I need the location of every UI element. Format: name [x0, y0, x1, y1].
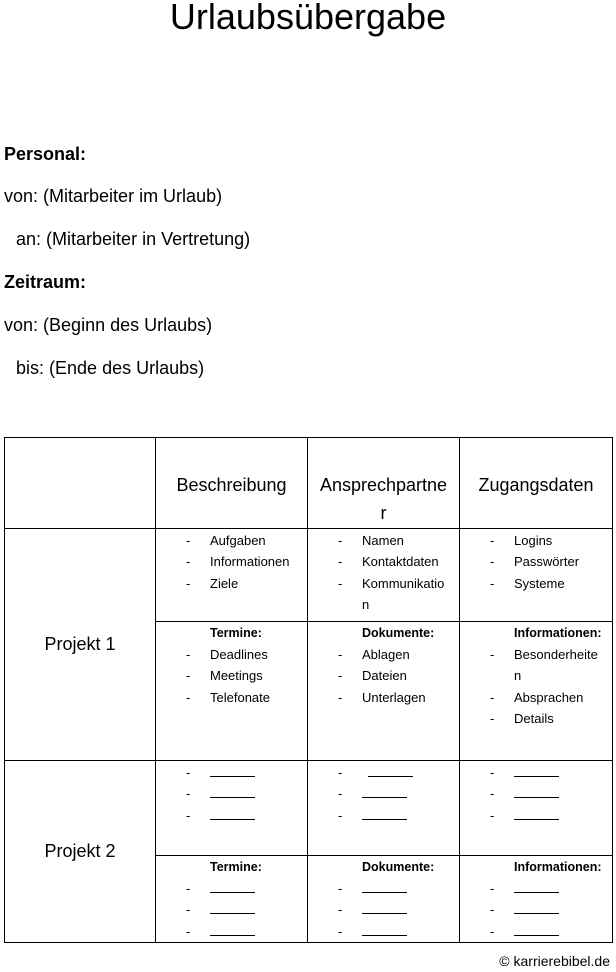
blank-item	[460, 783, 612, 804]
copyright: © karrierebibel.de	[499, 953, 610, 969]
list-item: - Namen	[308, 530, 459, 551]
blank-line[interactable]	[210, 899, 255, 914]
blank-item	[308, 921, 459, 942]
list-item: - Absprachen	[460, 687, 612, 708]
list-item: - Ablagen	[308, 644, 459, 665]
project1-description-cell	[156, 529, 308, 622]
blank-line[interactable]	[368, 762, 413, 777]
period-from	[4, 314, 212, 336]
blank-line[interactable]	[514, 783, 559, 798]
project2-appointments-list	[156, 878, 307, 942]
blank-line[interactable]	[362, 878, 407, 893]
period-heading: Zeitraum:	[4, 272, 87, 292]
blank-item	[156, 878, 307, 899]
information-title: Informationen:	[514, 860, 602, 874]
list-item: - Meetings	[156, 665, 307, 686]
project2-top-row	[5, 761, 613, 856]
header-corner-cell	[5, 438, 156, 529]
information-title: Informationen:	[514, 626, 602, 640]
blank-item	[460, 878, 612, 899]
list-item: - Informationen	[156, 551, 307, 572]
list-item	[308, 573, 459, 616]
page-title: Urlaubsübergabe	[169, 0, 447, 37]
list-item-line2: n	[362, 596, 370, 612]
personal-from	[4, 185, 222, 207]
documents-title: Dokumente:	[362, 626, 435, 640]
period-to-label: bis:	[16, 358, 45, 378]
blank-item	[460, 805, 612, 826]
documents-title: Dokumente:	[362, 860, 435, 874]
personal-to	[16, 228, 250, 250]
header-access: Zugangsdaten	[460, 438, 613, 529]
project2-documents-list	[308, 878, 459, 942]
blank-item	[308, 878, 459, 899]
blank-item	[460, 921, 612, 942]
personal-to-value: (Mitarbeiter in Vertretung)	[46, 229, 251, 249]
project1-information-list	[460, 644, 612, 729]
project1-access-list	[460, 530, 612, 594]
list-item: - Details	[460, 708, 612, 729]
blank-line[interactable]	[362, 921, 407, 936]
list-item: - Ziele	[156, 573, 307, 594]
project1-top-row	[5, 529, 613, 622]
blank-line[interactable]	[210, 762, 255, 777]
blank-line[interactable]	[210, 921, 255, 936]
list-item: - Kontaktdaten	[308, 551, 459, 572]
list-item-line2: n	[514, 668, 522, 684]
blank-line[interactable]	[514, 762, 559, 777]
project1-description-list	[156, 530, 307, 594]
project2-description-cell	[156, 761, 308, 856]
project2-contact-cell	[308, 761, 460, 856]
header-description: Beschreibung	[156, 438, 308, 529]
table-header-row	[5, 438, 613, 529]
list-item: - Telefonate	[156, 687, 307, 708]
list-item: - Aufgaben	[156, 530, 307, 551]
personal-from-value: (Mitarbeiter im Urlaub)	[43, 186, 223, 206]
project2-documents-cell	[308, 856, 460, 943]
personal-from-label: von:	[4, 186, 39, 206]
list-item: - Deadlines	[156, 644, 307, 665]
blank-line[interactable]	[210, 805, 255, 820]
project2-access-cell	[460, 761, 613, 856]
list-item	[460, 644, 612, 687]
project1-contact-cell	[308, 529, 460, 622]
blank-line[interactable]	[210, 878, 255, 893]
project1-access-cell	[460, 529, 613, 622]
project2-description-list	[156, 762, 307, 826]
blank-line[interactable]	[210, 783, 255, 798]
project2-appointments-cell	[156, 856, 308, 943]
header-contact-line2: r	[380, 503, 387, 523]
list-item: - Dateien	[308, 665, 459, 686]
blank-item	[308, 762, 459, 783]
blank-line[interactable]	[362, 783, 407, 798]
blank-item	[156, 899, 307, 920]
blank-item	[156, 921, 307, 942]
blank-item	[156, 762, 307, 783]
list-item: - Unterlagen	[308, 687, 459, 708]
blank-item	[308, 805, 459, 826]
blank-line[interactable]	[514, 805, 559, 820]
project1-documents-cell	[308, 622, 460, 761]
project2-label: Projekt 2	[5, 761, 156, 943]
personal-to-label: an:	[16, 229, 42, 249]
list-item: - Logins	[460, 530, 612, 551]
project2-contact-list	[308, 762, 459, 826]
period-from-value: (Beginn des Urlaubs)	[43, 315, 213, 335]
blank-line[interactable]	[514, 899, 559, 914]
blank-line[interactable]	[514, 921, 559, 936]
personal-heading: Personal:	[4, 144, 87, 164]
blank-item	[156, 783, 307, 804]
project1-appointments-list	[156, 644, 307, 708]
header-contact-line1: Ansprechpartne	[319, 475, 448, 495]
project2-information-list	[460, 878, 612, 942]
project1-information-cell	[460, 622, 613, 761]
appointments-title: Termine:	[210, 860, 262, 874]
blank-item	[308, 899, 459, 920]
project2-information-cell	[460, 856, 613, 943]
project1-contact-list	[308, 530, 459, 615]
period-to	[16, 357, 204, 379]
blank-item	[308, 783, 459, 804]
blank-item	[156, 805, 307, 826]
project2-access-list	[460, 762, 612, 826]
blank-line[interactable]	[362, 805, 407, 820]
period-to-value: (Ende des Urlaubs)	[49, 358, 205, 378]
list-item-line1: Kommunikatio	[362, 575, 445, 591]
period-from-label: von:	[4, 315, 39, 335]
blank-line[interactable]	[362, 899, 407, 914]
project1-documents-list	[308, 644, 459, 708]
project1-label: Projekt 1	[5, 529, 156, 761]
handover-table	[4, 437, 613, 943]
list-item-line1: Besonderheite	[514, 647, 598, 662]
list-item: - Passwörter	[460, 551, 612, 572]
appointments-title: Termine:	[210, 626, 262, 640]
blank-item	[460, 899, 612, 920]
blank-item	[460, 762, 612, 783]
project1-appointments-cell	[156, 622, 308, 761]
list-item: - Systeme	[460, 573, 612, 594]
blank-line[interactable]	[514, 878, 559, 893]
header-contact	[308, 438, 460, 529]
